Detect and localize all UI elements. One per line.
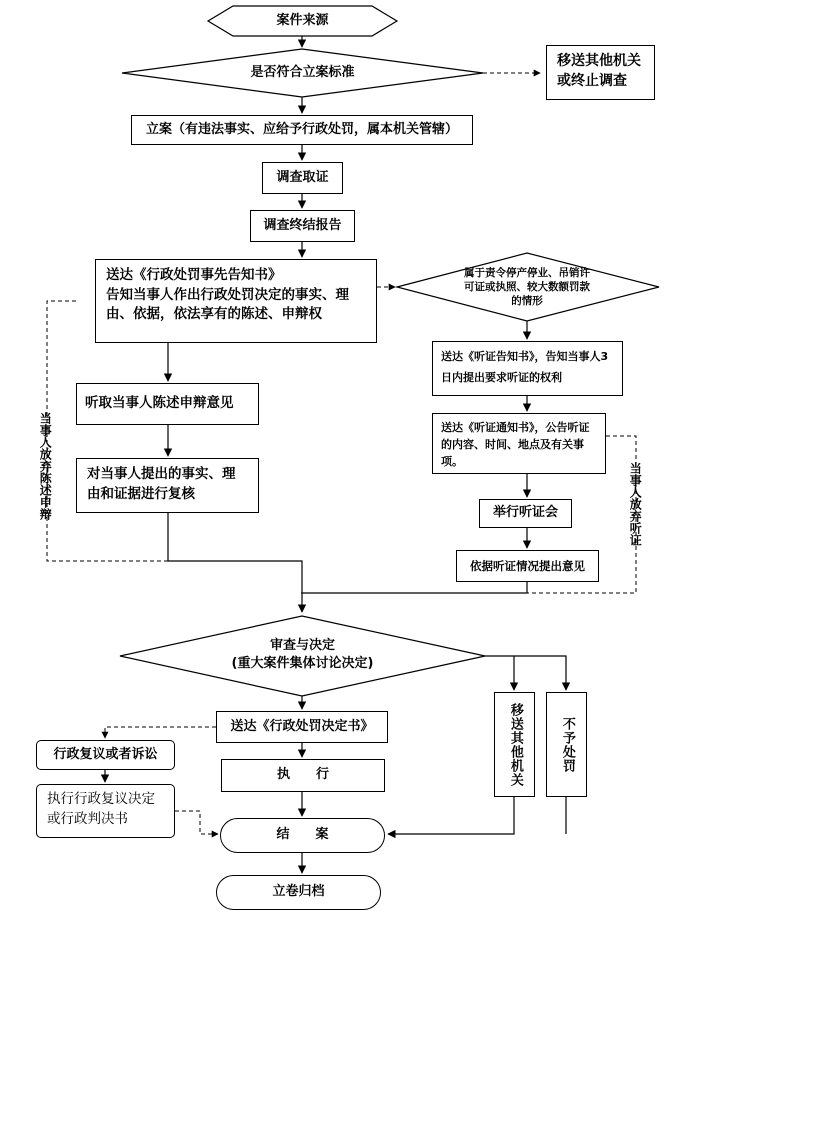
prior-notice-body: 告知当事人作出行政处罚决定的事实、理由、依据，依法享有的陈述、申辩权 xyxy=(106,286,349,323)
archive-box: 立卷归档 xyxy=(216,875,381,910)
review-decide-line1: 审查与决定 xyxy=(269,638,335,653)
hearing-notification-box: 送达《听证通知书》，公告听证的内容、时间、地点及有关事项。 xyxy=(432,413,606,474)
file-case-box: 立案（有违法事实、应给予行政处罚，属本机关管辖） xyxy=(131,115,473,145)
waive-hearing-label: 当事人放弃听证 xyxy=(628,462,643,546)
review-facts-box: 对当事人提出的事实、理由和证据进行复核 xyxy=(76,458,259,513)
listen-statement-box: 听取当事人陈述申辩意见 xyxy=(76,383,259,425)
transfer-other-box: 移送其他机关 xyxy=(494,692,535,797)
criteria-label: 是否符合立案标准 xyxy=(250,65,355,80)
no-penalty-box: 不予处罚 xyxy=(546,692,587,797)
deliver-decision-box: 送达《行政处罚决定书》 xyxy=(216,711,388,743)
investigate-box: 调查取证 xyxy=(262,162,343,194)
case-source-label: 案件来源 xyxy=(276,13,329,28)
review-decide-label xyxy=(150,637,455,673)
hearing-notice-box: 送达《听证告知书》，告知当事人3日内提出要求听证的权利 xyxy=(432,341,623,396)
close-case-box: 结 案 xyxy=(220,818,385,853)
reconsider-litigate-box: 行政复议或者诉讼 xyxy=(36,740,175,770)
execute-box: 执 行 xyxy=(221,759,385,792)
review-decide-line2: (重大案件集体讨论决定) xyxy=(231,656,374,672)
waive-statement-label: 当事人放弃陈述申辩 xyxy=(38,412,53,520)
execute-judgment-box: 执行行政复议决定或行政判决书 xyxy=(36,784,175,838)
hearing-condition-label: 属于责令停产停业、吊销许可证或执照、较大数额罚款的情形 xyxy=(464,267,590,308)
prior-notice-title: 送达《行政处罚事先告知书》 xyxy=(106,267,282,283)
prior-notice-box xyxy=(95,259,377,343)
transfer-or-stop-box: 移送其他机关或终止调查 xyxy=(546,45,655,100)
hold-hearing-box: 举行听证会 xyxy=(479,499,572,528)
final-report-box: 调查终结报告 xyxy=(250,210,355,242)
hearing-opinion-box: 依据听证情况提出意见 xyxy=(456,550,599,582)
